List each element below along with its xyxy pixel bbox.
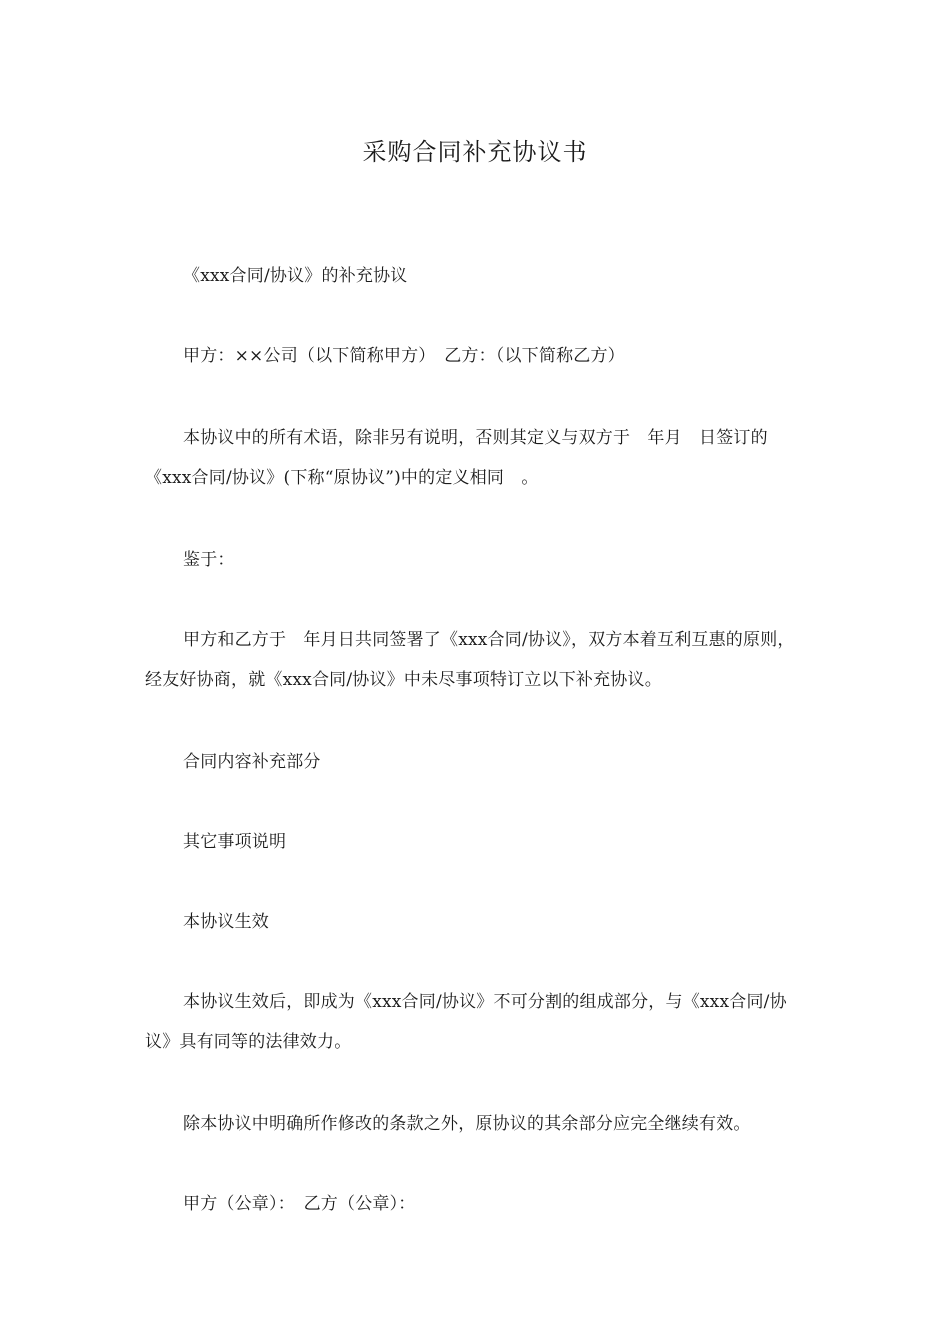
section-other-matters: 其它事项说明 — [183, 832, 287, 852]
remaining-terms-paragraph: 除本协议中明确所作修改的条款之外，原协议的其余部分应完全继续有效。 — [183, 1114, 751, 1134]
section-contract-supplement: 合同内容补充部分 — [183, 752, 321, 772]
effectiveness-paragraph: 本协议生效后，即成为《xxx合同/协议》不可分割的组成部分，与《xxx合同/协议》具有同等的法律效力。 — [145, 992, 787, 1052]
parties-line: 甲方：××公司（以下简称甲方） 乙方：（以下简称乙方） — [183, 346, 625, 366]
whereas-heading: 鉴于： — [183, 550, 235, 570]
background-paragraph: 甲方和乙方于 年月日共同签署了《xxx合同/协议》，双方本着互利互惠的原则，经友好协商，就《xxx合同/协议》中未尽事项特订立以下补充协议。 — [145, 630, 795, 690]
document-title: 采购合同补充协议书 — [362, 138, 588, 166]
section-effectiveness: 本协议生效 — [183, 912, 269, 932]
signature-line: 甲方（公章）： 乙方（公章）： — [183, 1194, 416, 1214]
agreement-subtitle: 《xxx合同/协议》的补充协议 — [183, 266, 408, 286]
terms-definition-paragraph: 本协议中的所有术语，除非另有说明，否则其定义与双方于 年月 日签订的《xxx合同/协议》(下称“原协议”)中的定义相同 。 — [145, 428, 768, 488]
